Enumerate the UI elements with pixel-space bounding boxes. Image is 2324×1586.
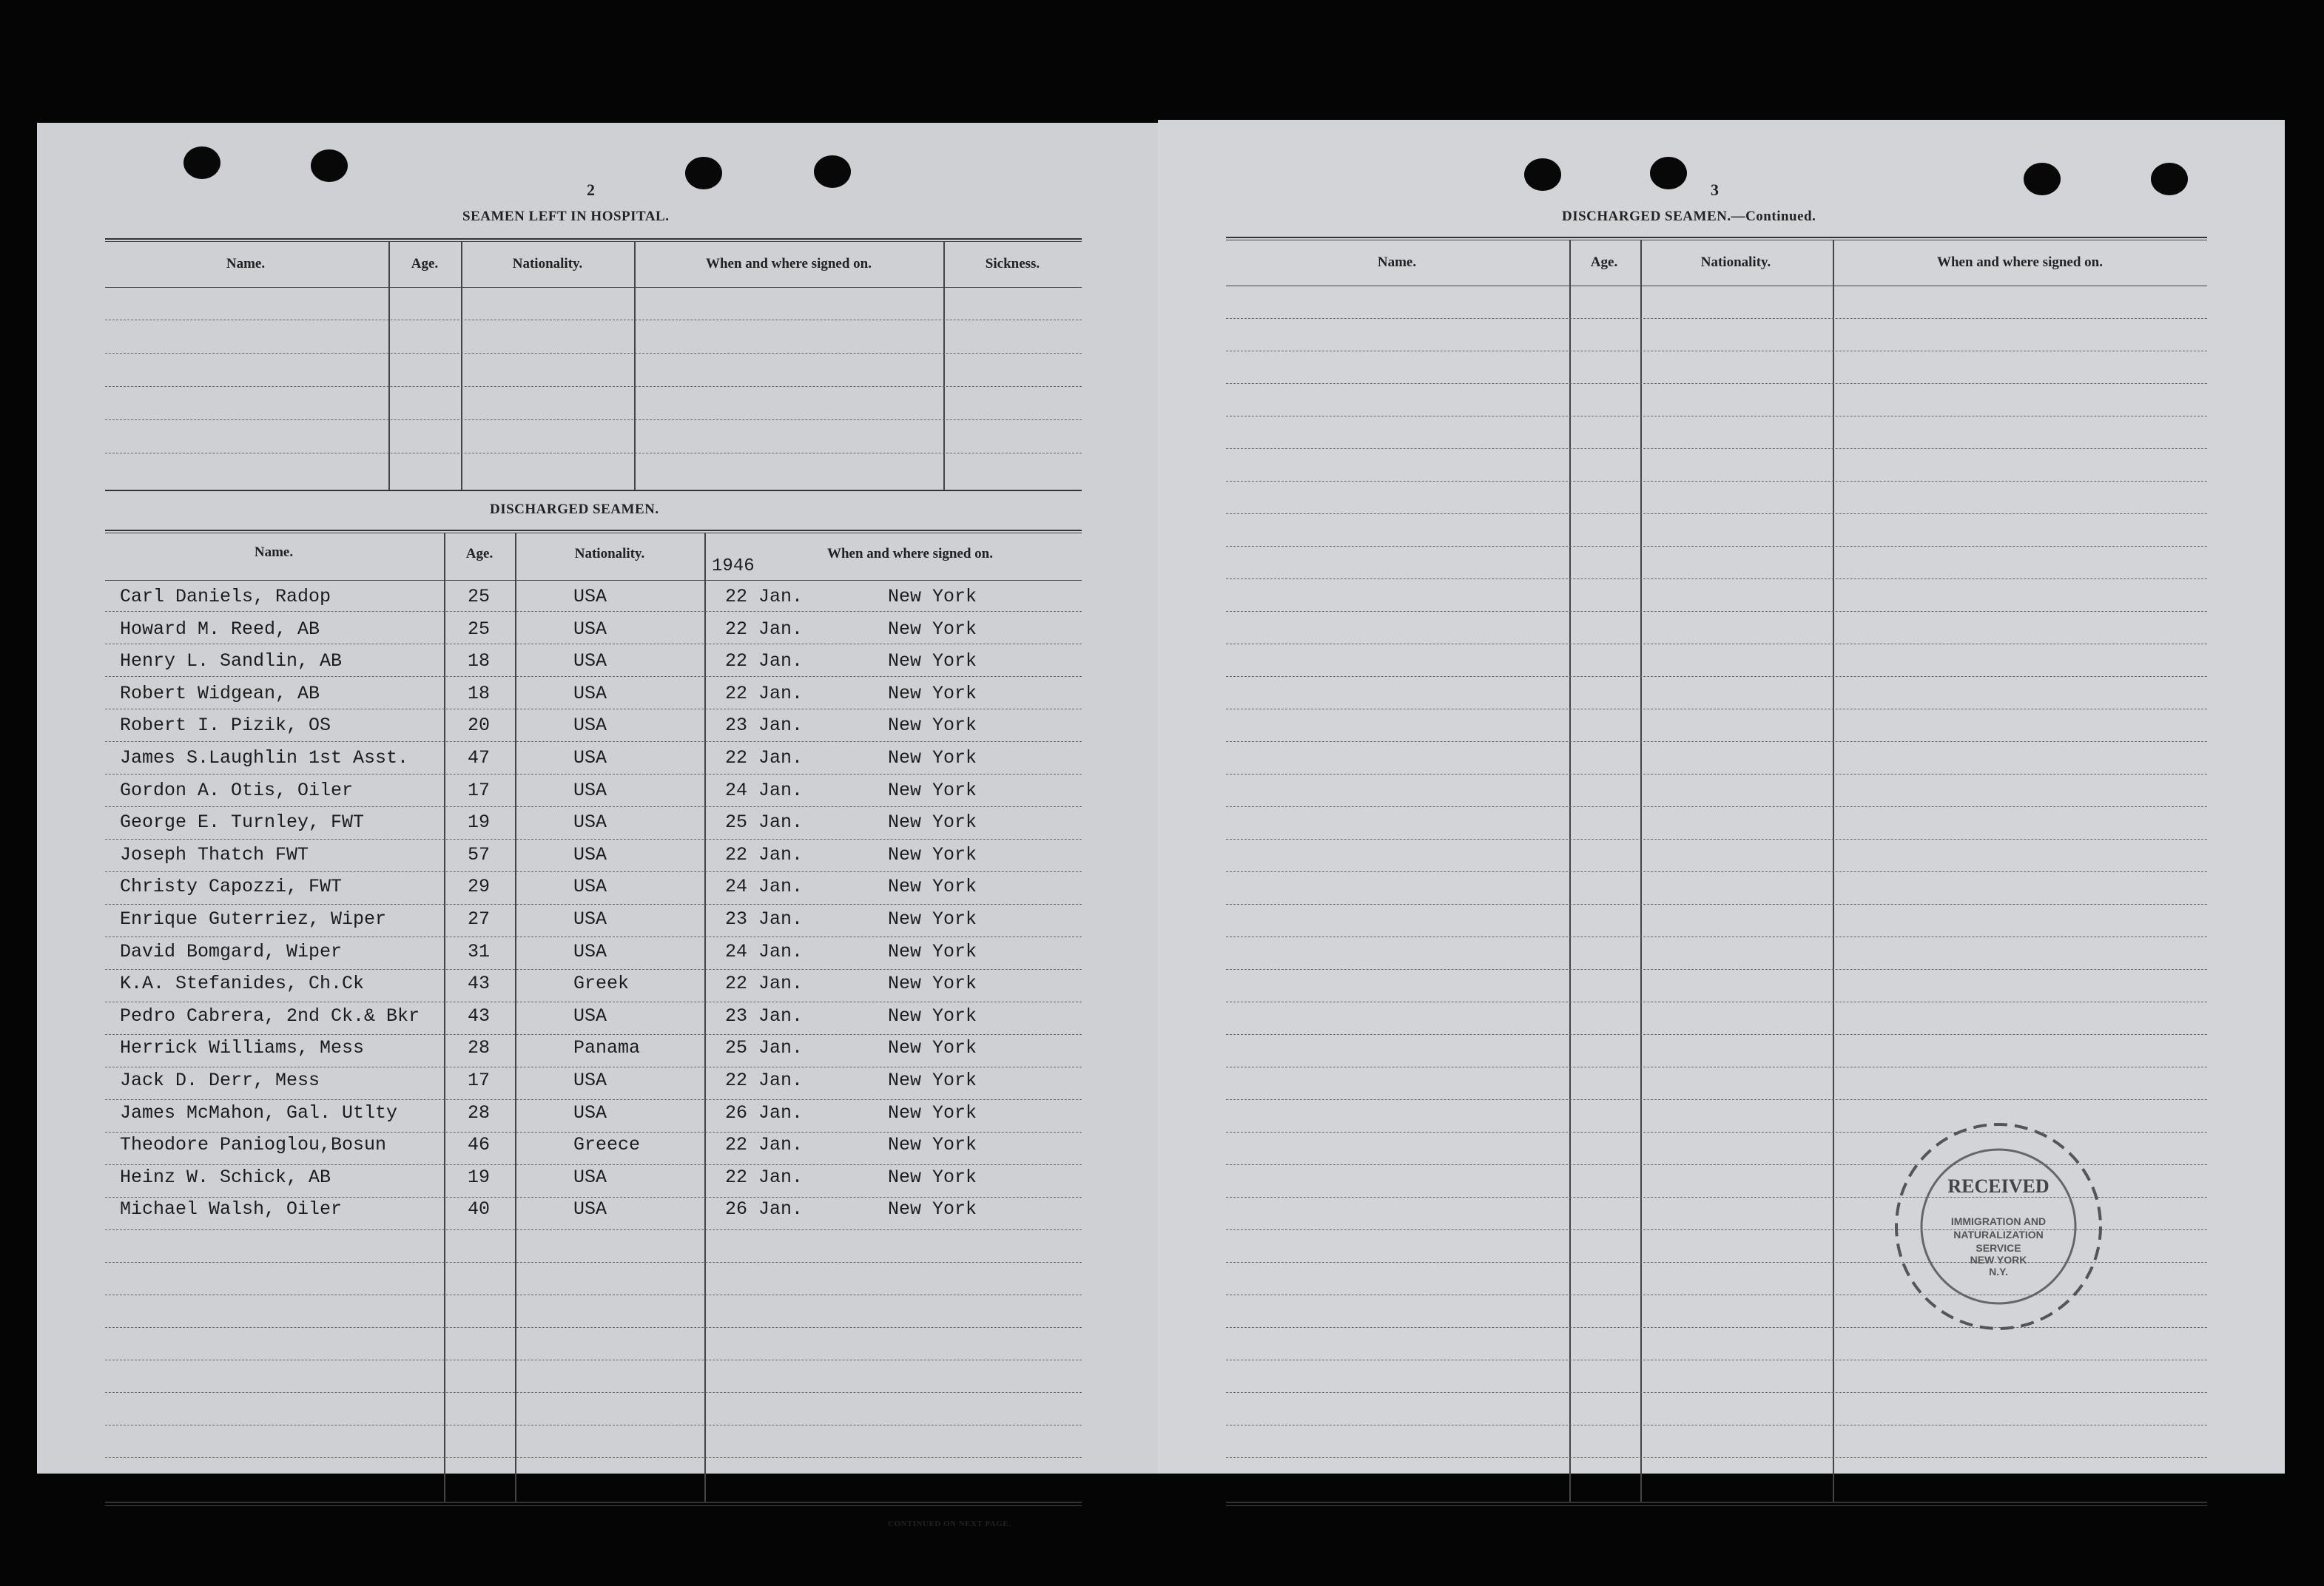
seaman-age: 17: [468, 1070, 491, 1091]
table-bottom-rule: [1226, 1502, 2207, 1503]
seaman-age: 25: [468, 618, 491, 640]
seaman-name: George E. Turnley, FWT: [120, 811, 365, 833]
seaman-age: 18: [468, 650, 491, 672]
col-header-nationality: Nationality.: [512, 256, 583, 271]
ruled-line: [105, 1099, 1082, 1100]
column-divider: [515, 533, 516, 1503]
col-header-signed-on: When and where signed on.: [826, 546, 993, 561]
seaman-age: 46: [468, 1134, 491, 1155]
seaman-nationality: USA: [573, 1005, 607, 1027]
seaman-nationality: Greek: [573, 973, 630, 994]
seaman-signed-place: New York: [888, 1037, 977, 1059]
ruled-line: [105, 871, 1082, 872]
seaman-signed-date: 22 Jan.: [725, 650, 804, 672]
seaman-signed-date: 23 Jan.: [725, 715, 804, 736]
ruled-line: [1226, 611, 2207, 612]
seaman-signed-place: New York: [888, 876, 977, 897]
seaman-signed-place: New York: [888, 715, 977, 736]
seaman-signed-place: New York: [888, 1102, 977, 1124]
seaman-signed-place: New York: [888, 1005, 977, 1027]
seaman-signed-date: 22 Jan.: [725, 618, 804, 640]
col-header-age: Age.: [1590, 254, 1618, 270]
stamp-line: N.Y.: [1989, 1266, 2008, 1278]
seaman-nationality: USA: [573, 586, 607, 607]
header-rule: [105, 580, 1082, 581]
seaman-name: James McMahon, Gal. Utlty: [120, 1102, 398, 1124]
ruled-line: [1226, 774, 2207, 775]
ruled-line: [1226, 448, 2207, 449]
seaman-signed-date: 22 Jan.: [725, 1167, 804, 1188]
seaman-age: 40: [468, 1198, 491, 1220]
stamp-line: NEW YORK: [1970, 1254, 2027, 1266]
seaman-age: 19: [468, 811, 491, 833]
seaman-signed-date: 22 Jan.: [725, 1070, 804, 1091]
column-divider: [388, 241, 390, 491]
seaman-signed-place: New York: [888, 1198, 977, 1220]
seaman-name: Henry L. Sandlin, AB: [120, 650, 343, 672]
seaman-signed-date: 22 Jan.: [725, 844, 804, 865]
ruled-line: [1226, 871, 2207, 872]
seaman-age: 27: [468, 908, 491, 930]
seaman-signed-date: 26 Jan.: [725, 1198, 804, 1220]
seaman-age: 47: [468, 747, 491, 769]
seaman-age: 17: [468, 780, 491, 801]
seaman-age: 43: [468, 1005, 491, 1027]
ruled-line: [1226, 806, 2207, 807]
seaman-nationality: USA: [573, 1198, 607, 1220]
table-bottom-rule: [105, 1505, 1082, 1506]
seaman-signed-date: 26 Jan.: [725, 1102, 804, 1124]
seaman-age: 29: [468, 876, 491, 897]
stamp-line: NATURALIZATION: [1953, 1229, 2044, 1241]
seaman-signed-date: 22 Jan.: [725, 683, 804, 704]
seaman-name: James S.Laughlin 1st Asst.: [120, 747, 409, 769]
discharged-section-title: DISCHARGED SEAMEN.: [490, 502, 659, 517]
seaman-signed-date: 22 Jan.: [725, 973, 804, 994]
seaman-age: 57: [468, 844, 491, 865]
ruled-line: [105, 419, 1082, 420]
ruled-line: [105, 1132, 1082, 1133]
seaman-nationality: USA: [573, 1070, 607, 1091]
discharged-continued-title: DISCHARGED SEAMEN.—Continued.: [1562, 209, 1816, 224]
table-top-rule: [105, 238, 1082, 240]
ruled-line: [105, 1457, 1082, 1458]
seaman-nationality: USA: [573, 683, 607, 704]
ruled-line: [1226, 1034, 2207, 1035]
seaman-signed-place: New York: [888, 941, 977, 962]
punch-hole: [2024, 163, 2061, 195]
seaman-nationality: USA: [573, 1102, 607, 1124]
ruled-line: [105, 774, 1082, 775]
seaman-signed-place: New York: [888, 908, 977, 930]
seaman-nationality: USA: [573, 1167, 607, 1188]
continued-note: CONTINUED ON NEXT PAGE.: [888, 1519, 1011, 1528]
seaman-signed-place: New York: [888, 973, 977, 994]
seaman-signed-place: New York: [888, 683, 977, 704]
table-top-rule: [1226, 237, 2207, 238]
seaman-signed-place: New York: [888, 1134, 977, 1155]
ruled-line: [1226, 839, 2207, 840]
column-divider: [943, 241, 945, 491]
ruled-line: [105, 1262, 1082, 1263]
ruled-line: [105, 1197, 1082, 1198]
seaman-signed-date: 25 Jan.: [725, 1037, 804, 1059]
stamp-received-text: RECEIVED: [1947, 1175, 2050, 1197]
ruled-line: [105, 839, 1082, 840]
seaman-nationality: USA: [573, 780, 607, 801]
seaman-name: Gordon A. Otis, Oiler: [120, 780, 354, 801]
ruled-line: [105, 611, 1082, 612]
seaman-signed-date: 22 Jan.: [725, 747, 804, 769]
ruled-line: [105, 1392, 1082, 1393]
seaman-nationality: USA: [573, 650, 607, 672]
seaman-signed-date: 23 Jan.: [725, 908, 804, 930]
ruled-line: [105, 1229, 1082, 1230]
ruled-line: [105, 1327, 1082, 1328]
col-header-nationality: Nationality.: [574, 546, 645, 561]
seaman-signed-place: New York: [888, 1167, 977, 1188]
year-label: 1946: [712, 556, 755, 576]
seaman-age: 28: [468, 1037, 491, 1059]
col-header-signed-on: When and where signed on.: [1936, 254, 2103, 270]
col-header-name: Name.: [254, 544, 294, 560]
seaman-age: 31: [468, 941, 491, 962]
seaman-nationality: USA: [573, 941, 607, 962]
ruled-line: [1226, 904, 2207, 905]
ruled-line: [1226, 383, 2207, 384]
ruled-line: [105, 969, 1082, 970]
table-bottom-rule: [105, 1502, 1082, 1503]
seaman-signed-place: New York: [888, 844, 977, 865]
seaman-name: K.A. Stefanides, Ch.Ck: [120, 973, 365, 994]
ruled-line: [105, 741, 1082, 742]
seaman-signed-date: 24 Jan.: [725, 941, 804, 962]
received-stamp: [1873, 1116, 2124, 1337]
seaman-name: Enrique Guterriez, Wiper: [120, 908, 387, 930]
column-divider: [704, 533, 706, 1503]
col-header-name: Name.: [226, 256, 266, 271]
seaman-name: Howard M. Reed, AB: [120, 618, 320, 640]
page-number: 3: [1711, 180, 1719, 199]
ruled-line: [1226, 1099, 2207, 1100]
seaman-nationality: USA: [573, 908, 607, 930]
col-header-name: Name.: [1377, 254, 1417, 270]
ruled-line: [1226, 513, 2207, 514]
seaman-signed-place: New York: [888, 811, 977, 833]
seaman-nationality: USA: [573, 715, 607, 736]
seaman-nationality: USA: [573, 844, 607, 865]
punch-hole: [1650, 157, 1687, 189]
table-bottom-rule: [1226, 1505, 2207, 1506]
ruled-line: [1226, 318, 2207, 319]
seaman-age: 20: [468, 715, 491, 736]
stamp-line: IMMIGRATION AND: [1950, 1215, 2047, 1227]
seaman-nationality: Panama: [573, 1037, 641, 1059]
header-rule: [105, 287, 1082, 288]
seaman-nationality: Greece: [573, 1134, 641, 1155]
ruled-line: [105, 1034, 1082, 1035]
seaman-nationality: USA: [573, 876, 607, 897]
column-divider: [634, 241, 636, 491]
punch-hole: [814, 155, 851, 188]
left-page: [37, 123, 1158, 1528]
seaman-signed-place: New York: [888, 586, 977, 607]
seaman-signed-place: New York: [888, 618, 977, 640]
punch-hole: [1524, 158, 1561, 191]
punch-hole: [311, 149, 348, 182]
seaman-signed-place: New York: [888, 780, 977, 801]
seaman-nationality: USA: [573, 747, 607, 769]
seaman-name: Michael Walsh, Oiler: [120, 1198, 343, 1220]
seaman-signed-date: 23 Jan.: [725, 1005, 804, 1027]
seaman-age: 18: [468, 683, 491, 704]
ruled-line: [1226, 676, 2207, 677]
column-divider: [444, 533, 445, 1503]
col-header-sickness: Sickness.: [985, 256, 1040, 271]
seaman-signed-date: 22 Jan.: [725, 1134, 804, 1155]
ruled-line: [105, 1164, 1082, 1165]
seaman-signed-date: 22 Jan.: [725, 586, 804, 607]
ruled-line: [105, 806, 1082, 807]
seaman-signed-date: 24 Jan.: [725, 780, 804, 801]
seaman-signed-place: New York: [888, 747, 977, 769]
ruled-line: [105, 904, 1082, 905]
seaman-name: Robert Widgean, AB: [120, 683, 320, 704]
punch-hole: [183, 146, 220, 179]
ruled-line: [105, 353, 1082, 354]
ruled-line: [1226, 969, 2207, 970]
seaman-age: 19: [468, 1167, 491, 1188]
seaman-nationality: USA: [573, 618, 607, 640]
seaman-age: 28: [468, 1102, 491, 1124]
col-header-age: Age.: [411, 256, 439, 271]
page-number: 2: [587, 180, 595, 199]
seaman-signed-place: New York: [888, 650, 977, 672]
stamp-line: SERVICE: [1976, 1242, 2021, 1254]
ruled-line: [1226, 546, 2207, 547]
seaman-name: Robert I. Pizik, OS: [120, 715, 331, 736]
seaman-name: David Bomgard, Wiper: [120, 941, 343, 962]
col-header-age: Age.: [465, 546, 494, 561]
seaman-signed-date: 24 Jan.: [725, 876, 804, 897]
ruled-line: [1226, 741, 2207, 742]
seaman-name: Pedro Cabrera, 2nd Ck.& Bkr: [120, 1005, 420, 1027]
punch-hole: [2151, 163, 2188, 195]
seaman-age: 25: [468, 586, 491, 607]
seaman-name: Joseph Thatch FWT: [120, 844, 309, 865]
ruled-line: [105, 386, 1082, 387]
col-header-signed-on: When and where signed on.: [705, 256, 872, 271]
ruled-line: [1226, 1457, 2207, 1458]
punch-hole: [685, 157, 722, 189]
seaman-age: 43: [468, 973, 491, 994]
seaman-name: Carl Daniels, Radop: [120, 586, 331, 607]
col-header-nationality: Nationality.: [1700, 254, 1771, 270]
seaman-name: Theodore Panioglou,Bosun: [120, 1134, 387, 1155]
table-top-rule: [105, 530, 1082, 531]
seaman-name: Heinz W. Schick, AB: [120, 1167, 331, 1188]
ruled-line: [1226, 578, 2207, 579]
seaman-name: Jack D. Derr, Mess: [120, 1070, 320, 1091]
seaman-name: Herrick Williams, Mess: [120, 1037, 365, 1059]
column-divider: [461, 241, 462, 491]
right-page: [1158, 120, 2285, 1474]
ruled-line: [1226, 1392, 2207, 1393]
table-top-rule: [105, 241, 1082, 242]
seaman-nationality: USA: [573, 811, 607, 833]
seaman-name: Christy Capozzi, FWT: [120, 876, 343, 897]
hospital-section-title: SEAMEN LEFT IN HOSPITAL.: [462, 209, 670, 224]
seaman-signed-date: 25 Jan.: [725, 811, 804, 833]
ruled-line: [1226, 481, 2207, 482]
seaman-signed-place: New York: [888, 1070, 977, 1091]
ruled-line: [105, 676, 1082, 677]
table-bottom-rule: [105, 490, 1082, 491]
